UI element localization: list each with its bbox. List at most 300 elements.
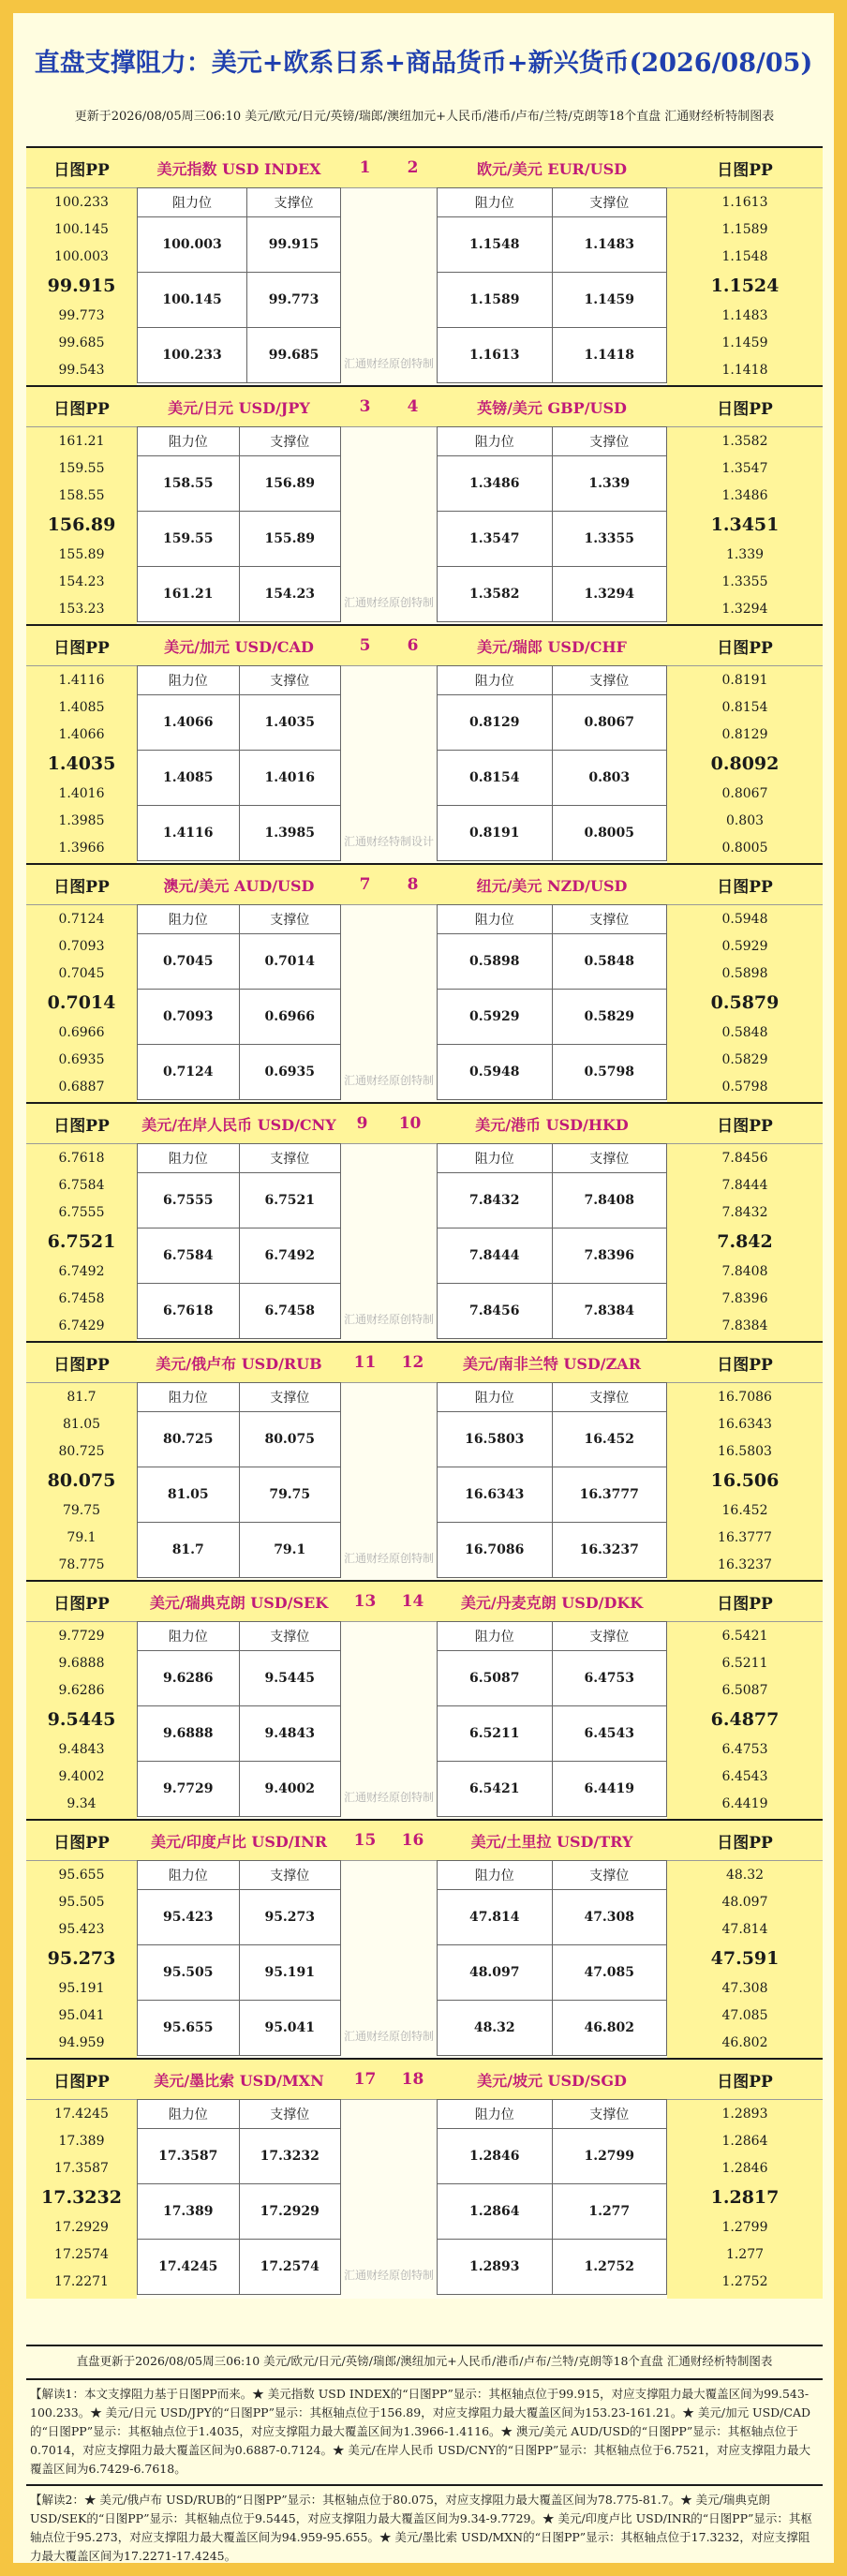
resistance-value: 6.7618 bbox=[138, 1284, 240, 1339]
support-value: 6.7492 bbox=[239, 1228, 341, 1284]
pp-level-value: 7.8384 bbox=[721, 1318, 768, 1333]
pp-level-value: 6.7458 bbox=[58, 1290, 105, 1306]
support-value: 6.4543 bbox=[552, 1706, 667, 1762]
resistance-header: 阻力位 bbox=[138, 1144, 240, 1173]
support-value: 1.1483 bbox=[552, 217, 667, 273]
pp-level-value: 153.23 bbox=[58, 601, 105, 617]
support-value: 95.191 bbox=[239, 1945, 341, 2001]
pp-level-value: 1.2893 bbox=[721, 2106, 768, 2122]
sr-table-left bbox=[137, 426, 341, 622]
pp-header: 日图PP bbox=[26, 2060, 137, 2100]
pair-name-left: 美元/加元 USD/CAD bbox=[137, 626, 341, 666]
pp-level-value: 1.1548 bbox=[721, 248, 768, 264]
pp-level-value: 154.23 bbox=[58, 573, 105, 589]
panel-center bbox=[341, 1343, 437, 1582]
pp-level-value: 0.8154 bbox=[721, 699, 768, 715]
pp-level-value: 7.8408 bbox=[721, 1263, 768, 1279]
resistance-value: 16.7086 bbox=[438, 1523, 553, 1578]
sr-table-right bbox=[437, 1382, 667, 1578]
support-value: 0.8005 bbox=[552, 806, 667, 861]
pp-level-value: 0.8067 bbox=[721, 785, 768, 801]
sr-table-right bbox=[437, 1860, 667, 2056]
resistance-header: 阻力位 bbox=[438, 1861, 553, 1890]
support-header: 支撑位 bbox=[239, 1383, 341, 1412]
support-header: 支撑位 bbox=[239, 666, 341, 695]
pp-column-left bbox=[26, 387, 137, 626]
pp-level-value: 1.1483 bbox=[721, 307, 768, 323]
pp-level-value: 0.7124 bbox=[58, 911, 105, 927]
pp-level-value: 1.4016 bbox=[58, 785, 105, 801]
resistance-value: 159.55 bbox=[138, 512, 240, 567]
sr-table-left bbox=[137, 187, 341, 383]
resistance-value: 0.5948 bbox=[438, 1045, 553, 1100]
pp-level-value: 1.3966 bbox=[58, 840, 105, 856]
resistance-value: 80.725 bbox=[138, 1412, 240, 1467]
sr-table-right bbox=[437, 426, 667, 622]
support-value: 99.685 bbox=[247, 328, 341, 383]
pp-level-value: 0.803 bbox=[725, 812, 765, 828]
support-value: 7.8408 bbox=[552, 1173, 667, 1228]
support-header: 支撑位 bbox=[239, 1144, 341, 1173]
pair-name-right: 欧元/美元 EUR/USD bbox=[437, 148, 667, 188]
pp-level-value: 1.2846 bbox=[721, 2160, 768, 2176]
pp-level-value: 1.3486 bbox=[721, 487, 768, 503]
pp-level-value: 7.8456 bbox=[721, 1150, 768, 1166]
support-value: 99.773 bbox=[247, 273, 341, 328]
pair-numbers bbox=[341, 387, 437, 427]
pp-level-value: 95.423 bbox=[58, 1921, 105, 1937]
pivot-value: 1.4035 bbox=[47, 753, 116, 774]
watermark: 汇通财经原创特制 bbox=[343, 1552, 434, 1565]
pp-level-value: 6.4753 bbox=[721, 1741, 768, 1757]
panel-center bbox=[341, 1582, 437, 1821]
resistance-header: 阻力位 bbox=[438, 427, 553, 456]
report-sheet bbox=[13, 13, 834, 2563]
support-value: 1.2799 bbox=[552, 2129, 667, 2184]
support-value: 9.4002 bbox=[239, 1762, 341, 1817]
pair-panel bbox=[26, 1102, 823, 1343]
watermark: 汇通财经原创特制 bbox=[343, 1791, 434, 1804]
resistance-header: 阻力位 bbox=[438, 2100, 553, 2129]
support-value: 95.273 bbox=[239, 1890, 341, 1945]
pair-numbers bbox=[341, 2060, 437, 2100]
pp-level-value: 16.3237 bbox=[718, 1556, 772, 1572]
resistance-value: 17.4245 bbox=[138, 2240, 240, 2295]
support-value: 17.2574 bbox=[239, 2240, 341, 2295]
resistance-value: 16.6343 bbox=[438, 1467, 553, 1523]
pp-level-value: 16.3777 bbox=[718, 1529, 772, 1545]
pair-number: 10 bbox=[398, 1114, 422, 1133]
pp-level-value: 1.1589 bbox=[721, 221, 768, 237]
footer-update-info: 直盘更新于2026/08/05周三06:10 美元/欧元/日元/英镑/瑞郎/澳纽加元+人民币/港币/卢布/兰特/克朗等18个直盘 汇通财经析特制图表 bbox=[26, 2345, 823, 2378]
pivot-value: 1.3451 bbox=[710, 514, 780, 535]
pp-level-value: 9.6286 bbox=[58, 1682, 105, 1698]
pp-level-value: 6.7429 bbox=[58, 1318, 105, 1333]
resistance-value: 6.5211 bbox=[438, 1706, 553, 1762]
pp-column-left bbox=[26, 626, 137, 865]
sr-table-right bbox=[437, 904, 667, 1100]
pp-level-value: 1.3294 bbox=[721, 601, 768, 617]
update-info: 更新于2026/08/05周三06:10 美元/欧元/日元/英镑/瑞郎/澳纽加元+人民币/港币/卢布/兰特/克朗等18个直盘 汇通财经析特制图表 bbox=[74, 110, 775, 124]
pp-header: 日图PP bbox=[26, 387, 137, 427]
resistance-value: 95.655 bbox=[138, 2001, 240, 2056]
pivot-value: 6.4877 bbox=[710, 1709, 780, 1730]
support-value: 17.2929 bbox=[239, 2184, 341, 2240]
pp-level-value: 47.085 bbox=[721, 2007, 768, 2023]
pp-level-value: 9.4002 bbox=[58, 1768, 105, 1784]
resistance-value: 1.4066 bbox=[138, 695, 240, 751]
pair-name-right: 美元/瑞郎 USD/CHF bbox=[437, 626, 667, 666]
support-value: 6.7521 bbox=[239, 1173, 341, 1228]
pair-panel bbox=[26, 1580, 823, 1821]
support-value: 7.8396 bbox=[552, 1228, 667, 1284]
sr-table-right bbox=[437, 1143, 667, 1339]
pp-level-value: 0.5948 bbox=[721, 911, 768, 927]
support-value: 95.041 bbox=[239, 2001, 341, 2056]
resistance-value: 48.097 bbox=[438, 1945, 553, 2001]
support-value: 79.1 bbox=[239, 1523, 341, 1578]
pp-level-value: 0.5829 bbox=[721, 1051, 768, 1067]
support-value: 1.3355 bbox=[552, 512, 667, 567]
pp-level-value: 16.5803 bbox=[718, 1443, 772, 1459]
pair-numbers bbox=[341, 626, 437, 666]
notes-section bbox=[26, 2345, 823, 2571]
resistance-value: 1.2864 bbox=[438, 2184, 553, 2240]
resistance-value: 0.8129 bbox=[438, 695, 553, 751]
panel-center bbox=[341, 1821, 437, 2060]
support-value: 47.085 bbox=[552, 1945, 667, 2001]
resistance-value: 1.3582 bbox=[438, 567, 553, 622]
support-header: 支撑位 bbox=[247, 188, 341, 217]
pp-level-value: 6.7584 bbox=[58, 1177, 105, 1193]
pivot-value: 17.3232 bbox=[41, 2187, 122, 2208]
pair-number: 8 bbox=[407, 875, 419, 894]
pair-numbers bbox=[341, 1582, 437, 1622]
pair-panel bbox=[26, 1341, 823, 1582]
pp-column-left bbox=[26, 1582, 137, 1821]
pair-name-left: 美元/瑞典克朗 USD/SEK bbox=[137, 1582, 341, 1622]
pp-level-value: 17.4245 bbox=[54, 2106, 109, 2122]
resistance-header: 阻力位 bbox=[438, 905, 553, 934]
pair-name-right: 英镑/美元 GBP/USD bbox=[437, 387, 667, 427]
support-value: 1.4016 bbox=[239, 751, 341, 806]
resistance-value: 7.8456 bbox=[438, 1284, 553, 1339]
panel-center bbox=[341, 865, 437, 1104]
pp-column-left bbox=[26, 1821, 137, 2060]
resistance-value: 81.7 bbox=[138, 1523, 240, 1578]
pp-level-value: 1.3582 bbox=[721, 433, 768, 449]
pair-number: 15 bbox=[353, 1831, 377, 1850]
pp-level-value: 95.655 bbox=[58, 1867, 105, 1883]
pair-number: 13 bbox=[353, 1592, 377, 1611]
pair-numbers bbox=[341, 1343, 437, 1383]
pp-level-value: 6.4543 bbox=[721, 1768, 768, 1784]
pivot-value: 1.2817 bbox=[710, 2187, 780, 2208]
watermark: 汇通财经原创特制 bbox=[343, 1313, 434, 1326]
pp-level-value: 1.4066 bbox=[58, 726, 105, 742]
pair-numbers bbox=[341, 1821, 437, 1861]
support-value: 80.075 bbox=[239, 1412, 341, 1467]
support-header: 支撑位 bbox=[552, 2100, 667, 2129]
pair-name-left: 美元/俄卢布 USD/RUB bbox=[137, 1343, 341, 1383]
pp-header: 日图PP bbox=[26, 148, 137, 188]
support-header: 支撑位 bbox=[552, 427, 667, 456]
pp-level-value: 6.7618 bbox=[58, 1150, 105, 1166]
pp-level-value: 79.1 bbox=[67, 1529, 97, 1545]
pp-level-value: 6.4419 bbox=[721, 1795, 768, 1811]
pivot-value: 9.5445 bbox=[47, 1709, 116, 1730]
resistance-header: 阻力位 bbox=[138, 1861, 240, 1890]
pp-level-value: 1.3355 bbox=[721, 573, 768, 589]
resistance-value: 6.5421 bbox=[438, 1762, 553, 1817]
sr-table-left bbox=[137, 1860, 341, 2056]
pair-panel bbox=[26, 624, 823, 865]
pp-level-value: 17.2929 bbox=[54, 2219, 109, 2235]
pp-level-value: 1.2752 bbox=[721, 2273, 768, 2289]
pair-panel bbox=[26, 863, 823, 1104]
sr-table-right bbox=[437, 1621, 667, 1817]
watermark: 汇通财经原创特制 bbox=[343, 2030, 434, 2043]
resistance-value: 1.2846 bbox=[438, 2129, 553, 2184]
pair-number: 5 bbox=[359, 636, 371, 655]
panel-center bbox=[341, 626, 437, 865]
pair-number: 6 bbox=[407, 636, 419, 655]
pp-column-left bbox=[26, 148, 137, 387]
sr-table-left bbox=[137, 665, 341, 861]
pivot-value: 7.842 bbox=[717, 1231, 773, 1252]
pp-column-right bbox=[667, 626, 823, 865]
support-value: 0.5829 bbox=[552, 990, 667, 1045]
pp-level-value: 17.2574 bbox=[54, 2246, 109, 2262]
support-header: 支撑位 bbox=[552, 905, 667, 934]
support-value: 46.802 bbox=[552, 2001, 667, 2056]
pair-name-left: 美元指数 USD INDEX bbox=[137, 148, 341, 188]
pair-name-left: 美元/墨比索 USD/MXN bbox=[137, 2060, 341, 2100]
pivot-value: 1.1524 bbox=[710, 275, 780, 296]
pp-column-left bbox=[26, 1104, 137, 1343]
support-value: 155.89 bbox=[239, 512, 341, 567]
pp-level-value: 0.5848 bbox=[721, 1024, 768, 1040]
resistance-value: 1.1589 bbox=[438, 273, 553, 328]
resistance-value: 1.3547 bbox=[438, 512, 553, 567]
resistance-value: 1.2893 bbox=[438, 2240, 553, 2295]
resistance-value: 0.8191 bbox=[438, 806, 553, 861]
resistance-value: 1.1548 bbox=[438, 217, 553, 273]
resistance-value: 81.05 bbox=[138, 1467, 240, 1523]
pair-number: 2 bbox=[407, 158, 419, 177]
pp-level-value: 17.2271 bbox=[54, 2273, 109, 2289]
resistance-value: 17.3587 bbox=[138, 2129, 240, 2184]
sr-table-right bbox=[437, 2099, 667, 2295]
pp-level-value: 6.7492 bbox=[58, 1263, 105, 1279]
pair-number: 17 bbox=[353, 2070, 377, 2089]
pp-header: 日图PP bbox=[667, 2060, 823, 2100]
pp-level-value: 17.389 bbox=[58, 2133, 105, 2149]
support-header: 支撑位 bbox=[552, 1622, 667, 1651]
pp-level-value: 16.6343 bbox=[718, 1416, 772, 1432]
pp-level-value: 0.5929 bbox=[721, 938, 768, 954]
pp-column-right bbox=[667, 1343, 823, 1582]
resistance-value: 95.505 bbox=[138, 1945, 240, 2001]
pp-column-left bbox=[26, 2060, 137, 2299]
pair-name-right: 纽元/美元 NZD/USD bbox=[437, 865, 667, 905]
resistance-value: 0.5929 bbox=[438, 990, 553, 1045]
analysis-note-2: 【解读2：★ 美元/俄卢布 USD/RUB的“日图PP”显示：其枢轴点位于80.075，对应支撑阻力最大覆盖区间为78.775-81.7。★ 美元/瑞典克朗 USD/SEK的“日图PP”显示：其枢轴点位于9.5445，对应支撑阻力最大覆盖区间为9.34-9.7729。★ 美元/印度卢比 USD/INR的“日图PP”显示：其枢轴点位于95.273，对应支撑阻力最大覆盖区间为94.959-95.655。★ 美元/墨比索 USD/MXN的“日图PP”显示：其枢轴点位于17.3232，对应支撑阻力最大覆盖区间为17.2271-17.4245。 bbox=[26, 2484, 823, 2571]
panel-center bbox=[341, 387, 437, 626]
pair-name-left: 美元/日元 USD/JPY bbox=[137, 387, 341, 427]
pp-level-value: 155.89 bbox=[58, 546, 105, 562]
pp-level-value: 6.7555 bbox=[58, 1204, 105, 1220]
resistance-value: 0.5898 bbox=[438, 934, 553, 990]
pair-number: 12 bbox=[401, 1353, 424, 1372]
pp-header: 日图PP bbox=[667, 865, 823, 905]
resistance-value: 1.4085 bbox=[138, 751, 240, 806]
pp-level-value: 159.55 bbox=[58, 460, 105, 476]
pp-level-value: 6.5087 bbox=[721, 1682, 768, 1698]
sr-table-right bbox=[437, 187, 667, 383]
pp-header: 日图PP bbox=[667, 1582, 823, 1622]
pivot-value: 47.591 bbox=[710, 1948, 780, 1969]
pp-level-value: 7.8396 bbox=[721, 1290, 768, 1306]
sr-table-left bbox=[137, 2099, 341, 2295]
sr-table-left bbox=[137, 904, 341, 1100]
resistance-value: 161.21 bbox=[138, 567, 240, 622]
support-value: 0.803 bbox=[552, 751, 667, 806]
pivot-value: 156.89 bbox=[47, 514, 116, 535]
support-value: 156.89 bbox=[239, 456, 341, 512]
resistance-header: 阻力位 bbox=[438, 1383, 553, 1412]
pair-name-right: 美元/丹麦克朗 USD/DKK bbox=[437, 1582, 667, 1622]
pp-level-value: 99.773 bbox=[58, 307, 105, 323]
pp-header: 日图PP bbox=[667, 626, 823, 666]
pp-level-value: 0.8005 bbox=[721, 840, 768, 856]
pp-level-value: 16.452 bbox=[721, 1502, 768, 1518]
watermark: 汇通财经原创特制 bbox=[343, 596, 434, 609]
pivot-value: 80.075 bbox=[47, 1470, 116, 1491]
pp-header: 日图PP bbox=[667, 1104, 823, 1144]
support-value: 1.1418 bbox=[552, 328, 667, 383]
pp-column-right bbox=[667, 1821, 823, 2060]
pp-header: 日图PP bbox=[667, 1343, 823, 1383]
pp-level-value: 48.32 bbox=[725, 1867, 765, 1883]
pp-level-value: 95.191 bbox=[58, 1980, 105, 1996]
resistance-value: 9.6286 bbox=[138, 1651, 240, 1706]
support-header: 支撑位 bbox=[239, 1861, 341, 1890]
support-value: 1.4035 bbox=[239, 695, 341, 751]
pp-level-value: 0.5798 bbox=[721, 1079, 768, 1094]
pp-column-left bbox=[26, 865, 137, 1104]
resistance-value: 7.8432 bbox=[438, 1173, 553, 1228]
sr-table-left bbox=[137, 1143, 341, 1339]
pp-level-value: 6.5211 bbox=[721, 1655, 768, 1671]
pp-header: 日图PP bbox=[667, 148, 823, 188]
pp-column-left bbox=[26, 1343, 137, 1582]
support-value: 9.5445 bbox=[239, 1651, 341, 1706]
pp-level-value: 95.041 bbox=[58, 2007, 105, 2023]
resistance-header: 阻力位 bbox=[138, 427, 240, 456]
resistance-header: 阻力位 bbox=[438, 188, 553, 217]
pair-number: 9 bbox=[356, 1114, 368, 1133]
sr-table-left bbox=[137, 1621, 341, 1817]
pp-level-value: 47.308 bbox=[721, 1980, 768, 1996]
resistance-header: 阻力位 bbox=[138, 1383, 240, 1412]
pp-column-right bbox=[667, 2060, 823, 2299]
support-value: 6.7458 bbox=[239, 1284, 341, 1339]
resistance-header: 阻力位 bbox=[438, 666, 553, 695]
pp-level-value: 7.8432 bbox=[721, 1204, 768, 1220]
pair-name-right: 美元/港币 USD/HKD bbox=[437, 1104, 667, 1144]
pp-level-value: 1.4085 bbox=[58, 699, 105, 715]
pair-name-left: 美元/在岸人民币 USD/CNY bbox=[137, 1104, 341, 1144]
pair-number: 3 bbox=[359, 397, 371, 416]
pivot-value: 0.7014 bbox=[47, 992, 116, 1013]
pivot-value: 0.8092 bbox=[710, 753, 780, 774]
pp-level-value: 158.55 bbox=[58, 487, 105, 503]
pp-column-right bbox=[667, 1582, 823, 1821]
pp-header: 日图PP bbox=[26, 1582, 137, 1622]
resistance-value: 9.6888 bbox=[138, 1706, 240, 1762]
pp-level-value: 0.8129 bbox=[721, 726, 768, 742]
pp-level-value: 100.003 bbox=[54, 248, 109, 264]
support-value: 154.23 bbox=[239, 567, 341, 622]
resistance-value: 6.5087 bbox=[438, 1651, 553, 1706]
resistance-value: 6.7584 bbox=[138, 1228, 240, 1284]
pp-header: 日图PP bbox=[26, 1343, 137, 1383]
support-value: 16.452 bbox=[552, 1412, 667, 1467]
resistance-value: 1.1613 bbox=[438, 328, 553, 383]
resistance-value: 6.7555 bbox=[138, 1173, 240, 1228]
support-value: 9.4843 bbox=[239, 1706, 341, 1762]
support-value: 0.5848 bbox=[552, 934, 667, 990]
pp-column-right bbox=[667, 865, 823, 1104]
pivot-value: 0.5879 bbox=[710, 992, 780, 1013]
watermark: 汇通财经特制设计 bbox=[343, 835, 434, 848]
pp-level-value: 1.1613 bbox=[721, 194, 768, 210]
pair-number: 18 bbox=[401, 2070, 424, 2089]
resistance-value: 17.389 bbox=[138, 2184, 240, 2240]
pp-level-value: 1.3547 bbox=[721, 460, 768, 476]
pp-level-value: 80.725 bbox=[58, 1443, 105, 1459]
resistance-value: 16.5803 bbox=[438, 1412, 553, 1467]
pp-level-value: 48.097 bbox=[721, 1894, 768, 1910]
pp-level-value: 0.8191 bbox=[721, 672, 768, 688]
pair-name-right: 美元/坡元 USD/SGD bbox=[437, 2060, 667, 2100]
resistance-value: 0.7093 bbox=[138, 990, 240, 1045]
support-value: 0.8067 bbox=[552, 695, 667, 751]
resistance-value: 0.7045 bbox=[138, 934, 240, 990]
support-header: 支撑位 bbox=[239, 905, 341, 934]
resistance-header: 阻力位 bbox=[438, 1622, 553, 1651]
resistance-header: 阻力位 bbox=[138, 2100, 240, 2129]
pp-level-value: 1.277 bbox=[725, 2246, 765, 2262]
support-value: 6.4753 bbox=[552, 1651, 667, 1706]
resistance-value: 100.233 bbox=[138, 328, 247, 383]
resistance-value: 1.4116 bbox=[138, 806, 240, 861]
pair-numbers bbox=[341, 865, 437, 905]
pp-level-value: 1.4116 bbox=[58, 672, 105, 688]
resistance-value: 0.7124 bbox=[138, 1045, 240, 1100]
pair-name-right: 美元/南非兰特 USD/ZAR bbox=[437, 1343, 667, 1383]
support-value: 0.6935 bbox=[239, 1045, 341, 1100]
watermark: 汇通财经原创特制 bbox=[343, 357, 434, 370]
pp-level-value: 100.145 bbox=[54, 221, 109, 237]
pp-level-value: 1.1418 bbox=[721, 362, 768, 378]
resistance-value: 158.55 bbox=[138, 456, 240, 512]
pp-column-right bbox=[667, 387, 823, 626]
page-title: 直盘支撑阻力：美元+欧系日系+商品货币+新兴货币(2026/08/05) bbox=[34, 48, 813, 78]
support-value: 16.3237 bbox=[552, 1523, 667, 1578]
sr-table-right bbox=[437, 665, 667, 861]
